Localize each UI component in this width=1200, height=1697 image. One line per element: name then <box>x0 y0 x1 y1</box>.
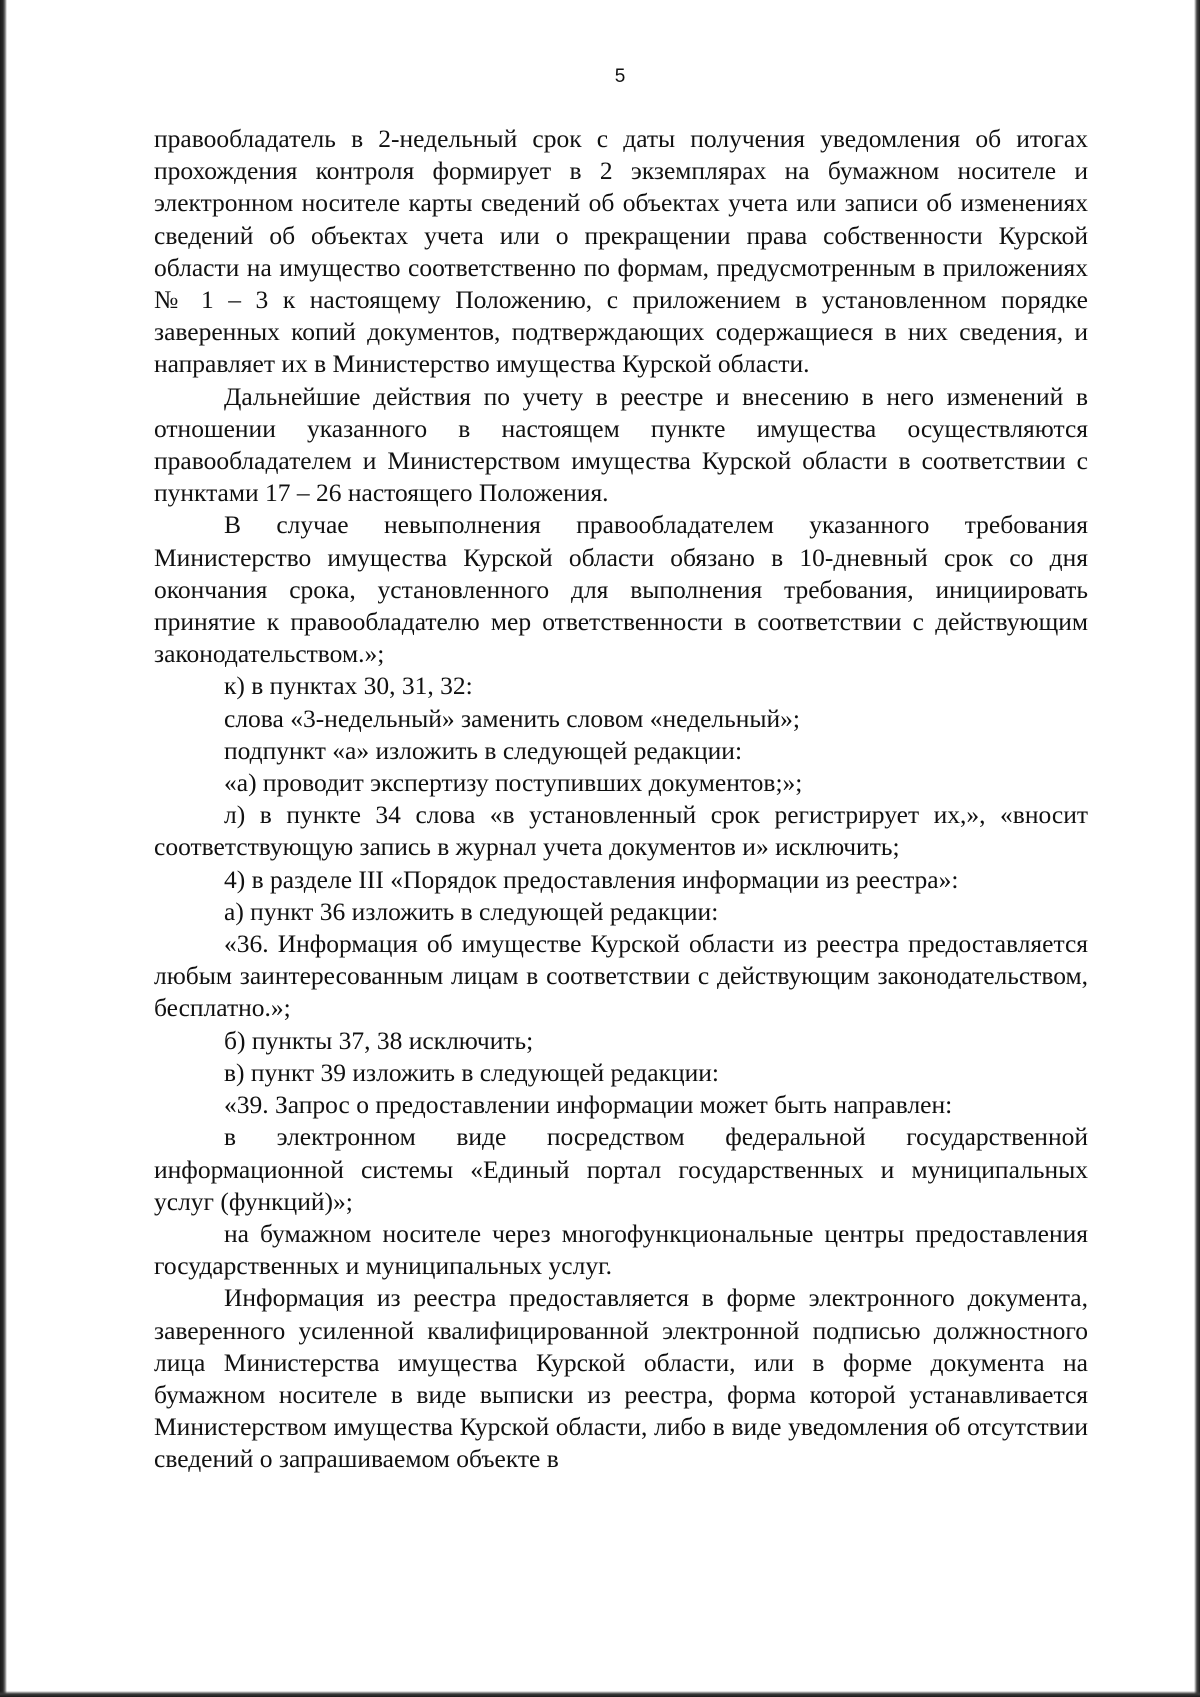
page-number: 5 <box>614 66 626 87</box>
paragraph-5: слова «3-недельный» заменить словом «недельный»; <box>224 703 801 733</box>
paragraph-1: правообладатель в 2-недельный срок с даты получения уведомления об итогах прохождения контроля формирует в 2 экземплярах на бумажном носителе и электронном носителе карты сведений об объектах учета или записи об изменениях сведений об объектах учета или о прекращении права собственности Курской области на имущество соответственно по формам, предусмотренным в приложениях № 1 – 3 к настоящему Положению, с приложением в установленном порядке заверенных копий документов, подтверждающих содержащиеся в них сведения, и направляет их в Министерство имущества Курской области. <box>154 124 1088 379</box>
scan-edge-right <box>1194 0 1200 1697</box>
paragraph-11: «36. Информация об имуществе Курской области из реестра предоставляется любым заинтересованным лицам в соответствии с действующим законодательством, бесплатно.»; <box>154 929 1088 1023</box>
paragraph-4: к) в пунктах 30, 31, 32: <box>224 671 473 701</box>
paragraph-10: а) пункт 36 изложить в следующей редакции: <box>224 896 719 926</box>
paragraph-12: б) пункты 37, 38 исключить; <box>224 1025 534 1055</box>
paragraph-15: в электронном виде посредством федеральной государственной информационной системы «Единый портал государственных и муниципальных услуг (функций)»; <box>154 1122 1088 1216</box>
scan-edge-left <box>0 0 7 1697</box>
paragraph-17: Информация из реестра предоставляется в форме электронного документа, заверенного усиленной квалифицированной электронной подписью должностного лица Министерства имущества Курской области, или в форме документа на бумажном носителе в виде выписки из реестра, форма которой устанавливается Министерством имущества Курской области, либо в виде уведомления об отсутствии сведений о запрашиваемом объекте в <box>154 1283 1088 1474</box>
document-body <box>154 123 1088 1476</box>
paragraph-2: Дальнейшие действия по учету в реестре и внесению в него изменений в отношении указанного в настоящем пункте имущества осуществляются правообладателем и Министерством имущества Курской области в соответствии с пунктами 17 – 26 настоящего Положения. <box>154 381 1088 508</box>
paragraph-16: на бумажном носителе через многофункциональные центры предоставления государственных и муниципальных услуг. <box>154 1218 1088 1281</box>
paragraph-14: «39. Запрос о предоставлении информации может быть направлен: <box>224 1090 953 1120</box>
scan-edge-bottom <box>0 1691 1200 1697</box>
paragraph-13: в) пункт 39 изложить в следующей редакции: <box>224 1057 719 1087</box>
paragraph-9: 4) в разделе III «Порядок предоставления информации из реестра»: <box>224 864 959 894</box>
paragraph-8: л) в пункте 34 слова «в установленный срок регистрирует их,», «вносит соответствующую запись в журнал учета документов и» исключить; <box>154 800 1088 862</box>
paragraph-6: подпункт «а» изложить в следующей редакции: <box>224 735 743 765</box>
paragraph-7: «а) проводит экспертизу поступивших документов;»; <box>224 768 803 798</box>
paragraph-3: В случае невыполнения правообладателем указанного требования Министерство имущества Курской области обязано в 10-дневный срок со дня окончания срока, установленного для выполнения требования, инициировать принятие к правообладателю мер ответственности в соответствии с действующим законодательством.»; <box>154 510 1088 669</box>
